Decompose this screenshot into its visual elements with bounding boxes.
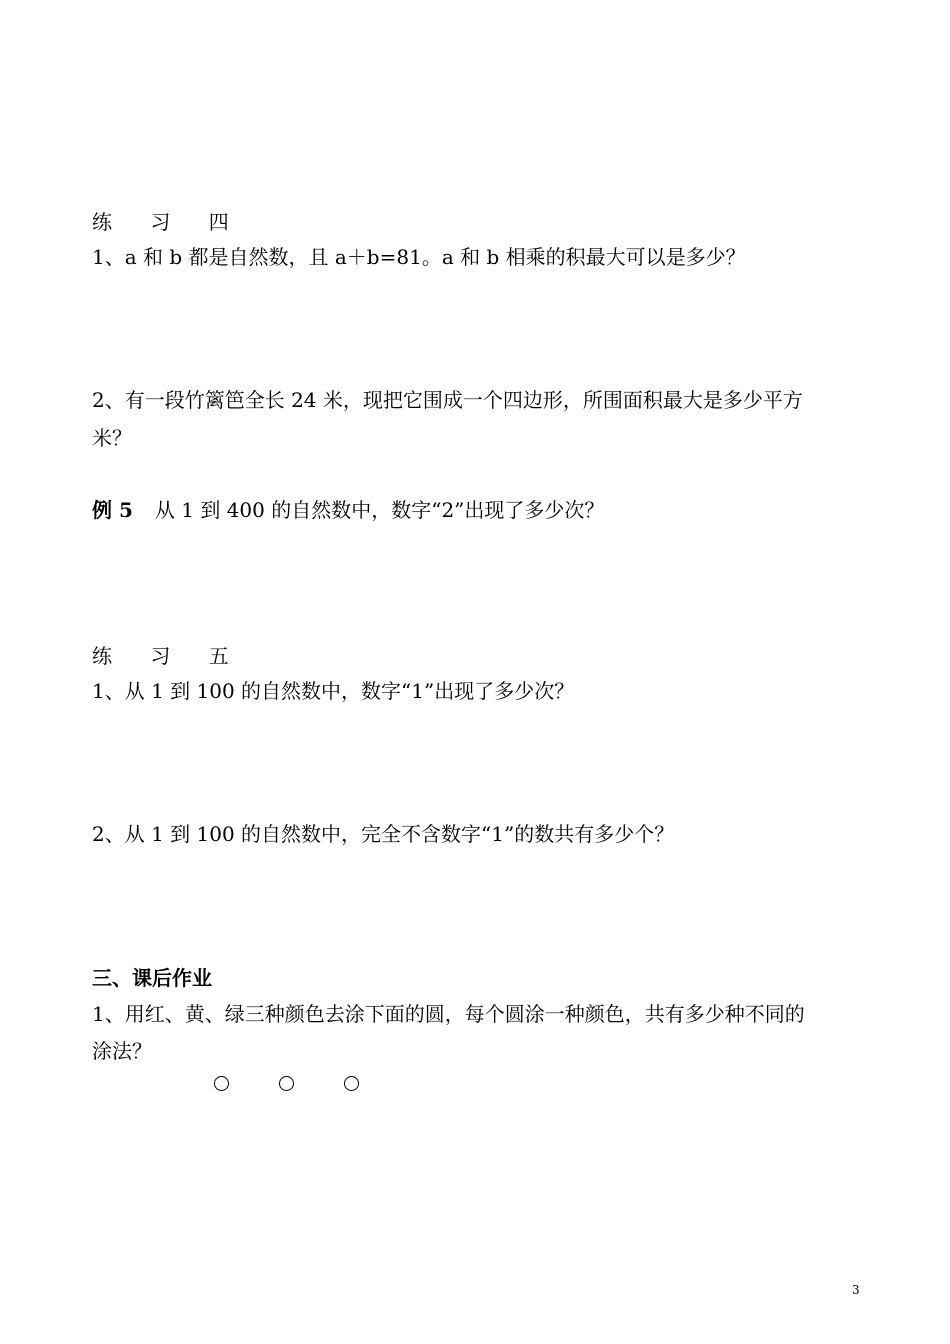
circles-row <box>214 1076 359 1091</box>
practice-5-question-1: 1、从 1 到 100 的自然数中，数字“1”出现了多少次？ <box>92 679 575 703</box>
practice-4-title: 练 习 四 <box>92 210 245 234</box>
circle-icon <box>279 1076 294 1091</box>
example-5-text: 从 1 到 400 的自然数中，数字“2”出现了多少次？ <box>154 498 605 522</box>
homework-question-1-line-2: 涂法？ <box>92 1039 152 1063</box>
page-number: 3 <box>852 1283 860 1297</box>
example-5 <box>92 496 604 524</box>
homework-question-1-line-1: 1、用红、黄、绿三种颜色去涂下面的圆，每个圆涂一种颜色，共有多少种不同的 <box>92 1002 805 1026</box>
homework-heading: 三、课后作业 <box>92 966 212 990</box>
practice-5-title: 练 习 五 <box>92 644 245 668</box>
practice-5-question-2: 2、从 1 到 100 的自然数中，完全不含数字“1”的数共有多少个？ <box>92 822 675 846</box>
practice-4-question-2-line-2: 米？ <box>92 426 132 450</box>
circle-icon <box>344 1076 359 1091</box>
practice-4-question-1: 1、a 和 b 都是自然数，且 a＋b=81。a 和 b 相乘的积最大可以是多少？ <box>92 245 746 269</box>
practice-4-question-2-line-1: 2、有一段竹篱笆全长 24 米，现把它围成一个四边形，所围面积最大是多少平方 <box>92 388 803 412</box>
circle-icon <box>214 1076 229 1091</box>
example-5-label: 例 5 <box>92 498 133 522</box>
